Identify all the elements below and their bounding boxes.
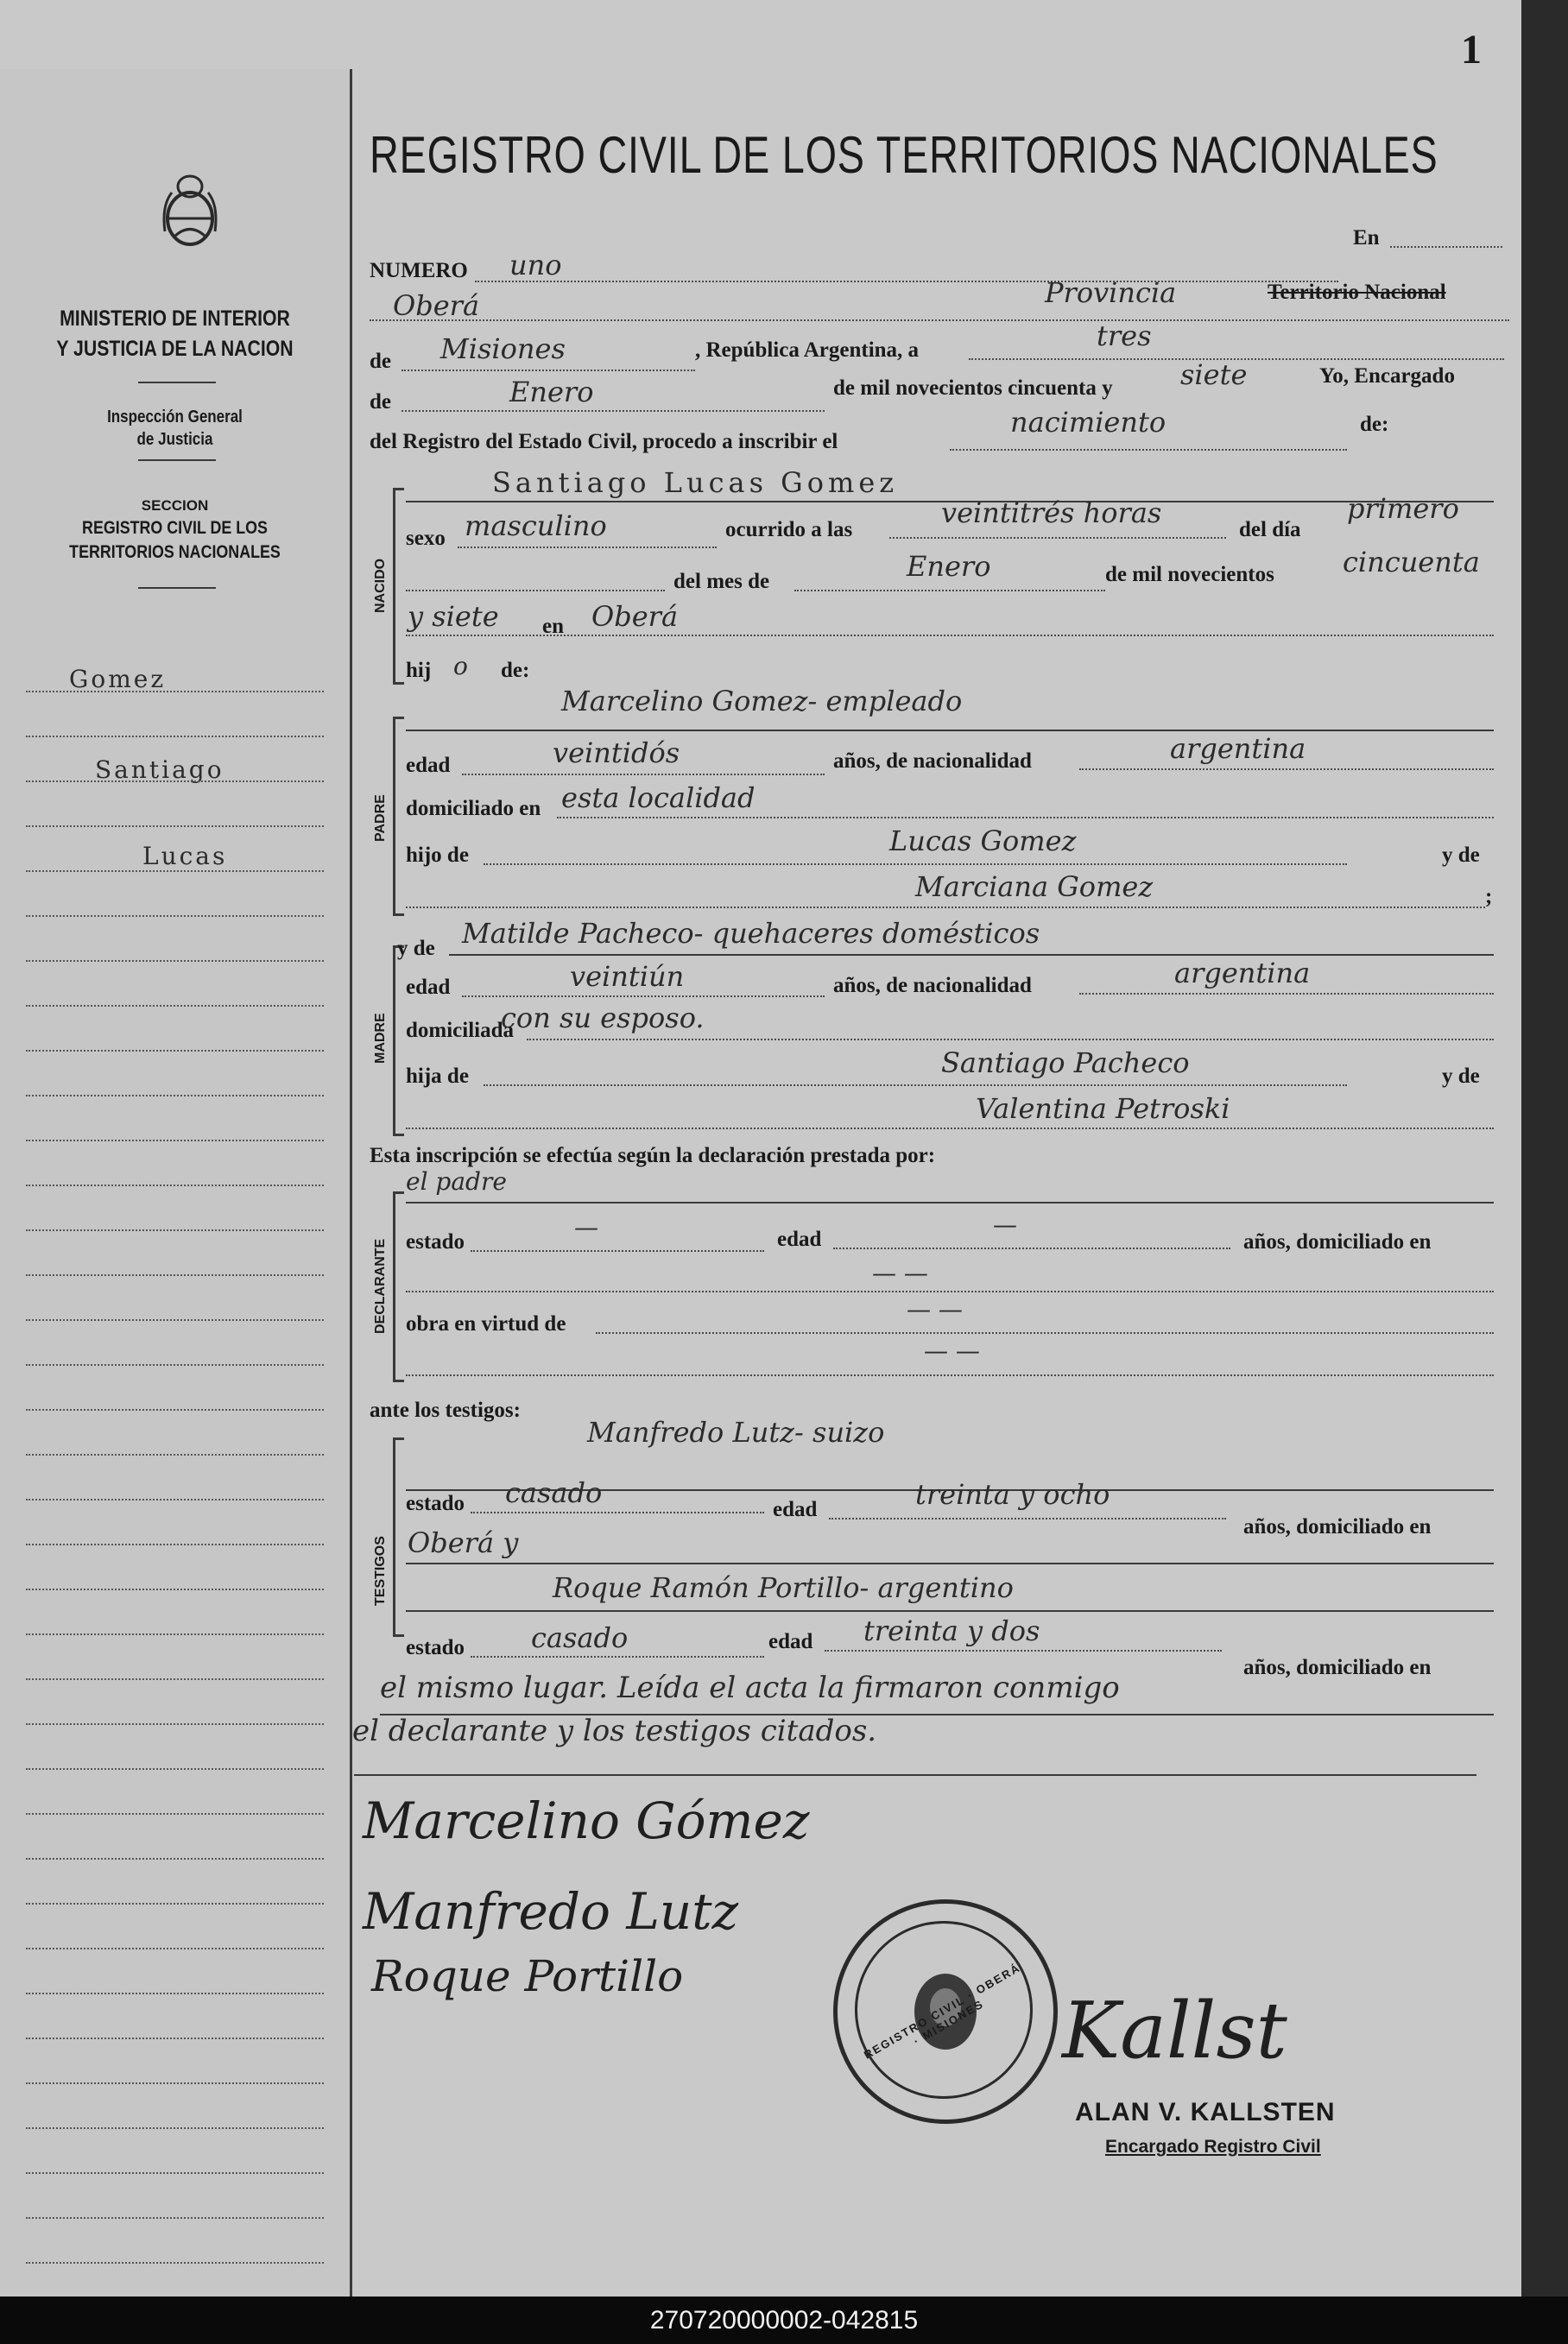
hij-label: hij [406, 659, 432, 682]
padre-semicolon: ; [1485, 885, 1493, 908]
mil-label: de mil novecientos [1105, 563, 1274, 586]
acto-value: nacimiento [1010, 406, 1167, 439]
margin-ruled-line [26, 780, 324, 782]
fill-line [889, 537, 1226, 539]
madre-side-label: MADRE [373, 1013, 388, 1064]
padre-y-de: y de [1442, 843, 1480, 867]
year-label: de mil novecientos cincuenta y [833, 376, 1113, 400]
madre-yde-label: y de [397, 937, 435, 960]
margin-ruled-line [26, 1409, 324, 1411]
fill-line [527, 1039, 1494, 1040]
ministry-line1: MINISTERIO DE INTERIOR [60, 306, 290, 331]
fill-line [794, 590, 1105, 591]
document-title: REGISTRO CIVIL DE LOS TERRITORIOS NACIONALES [370, 126, 1438, 184]
signature-declarante: Marcelino Gómez [363, 1791, 810, 1850]
testigo1-name: Manfredo Lutz- suizo [587, 1416, 885, 1449]
declarante-bracket [393, 1191, 404, 1382]
padre-nac-value: argentina [1170, 732, 1306, 765]
signature-testigo-2: Roque Portillo [371, 1951, 684, 2001]
de-label-nacido: de: [501, 659, 530, 682]
t1-anos-dom-label: años, domiciliado en [1243, 1515, 1432, 1538]
decl-obra-value: — — [907, 1295, 963, 1324]
fill-line [471, 1656, 764, 1658]
madre-parent1: Santiago Pacheco [941, 1046, 1190, 1079]
de-label-2: de [370, 390, 391, 414]
margin-ruled-line [26, 1050, 324, 1052]
t2-estado-label: estado [406, 1636, 465, 1659]
padre-nac-label: años, de nacionalidad [833, 749, 1032, 773]
margin-ruled-line [26, 2127, 324, 2129]
hij-value: o [453, 652, 468, 680]
madre-nac-value: argentina [1174, 957, 1311, 989]
madre-parent2: Valentina Petroski [976, 1092, 1230, 1125]
fill-line [462, 774, 825, 775]
fill-line [471, 1512, 764, 1513]
margin-ruled-line [26, 1140, 324, 1141]
ministry-line2: Y JUSTICIA DE LA NACION [56, 337, 294, 361]
sexo-value: masculino [465, 509, 607, 542]
place-value: Oberá [393, 289, 480, 322]
margin-ruled-line [26, 915, 324, 917]
padre-dom-label: domiciliado en [406, 797, 541, 820]
margin-ruled-line [26, 1723, 324, 1725]
margin-ruled-line [26, 1499, 324, 1501]
fill-line [1079, 993, 1494, 995]
margin-ruled-line [26, 1589, 324, 1590]
padre-hijo-label: hijo de [406, 843, 469, 867]
inspeccion-line1: Inspección General [107, 408, 243, 426]
fill-line [475, 281, 1338, 282]
margin-ruled-line [26, 1768, 324, 1770]
margin-ruled-line [26, 2262, 324, 2264]
fill-line [484, 863, 1347, 865]
fill-line [406, 635, 1494, 636]
margin-ruled-line [26, 1813, 324, 1815]
margin-middle-name: Lucas [142, 842, 228, 870]
fill-line [1390, 246, 1502, 248]
left-margin [0, 69, 352, 2297]
fill-line [406, 1563, 1494, 1564]
testigo2-name: Roque Ramón Portillo- argentino [553, 1571, 1014, 1604]
margin-ruled-line [26, 2217, 324, 2219]
margin-ruled-line [26, 1903, 324, 1905]
page-number: 1 [1461, 27, 1482, 73]
registry-form [354, 0, 1521, 2297]
padre-parent1: Lucas Gomez [889, 825, 1077, 857]
month-value: Enero [509, 376, 594, 408]
divider [138, 587, 216, 589]
madre-name: Matilde Pacheco- quehaceres domésticos [462, 917, 1040, 950]
margin-surname: Gomez [69, 665, 167, 693]
madre-dom-value: con su esposo. [501, 1001, 705, 1034]
dia-value: primero [1347, 492, 1459, 525]
fill-line [825, 1650, 1222, 1652]
margin-ruled-line [26, 736, 324, 737]
margin-ruled-line [26, 1274, 324, 1276]
seal-text: REGISTRO CIVIL · OBERÁ · MISIONES [861, 1961, 1023, 2062]
official-title: Encargado Registro Civil [1105, 2137, 1321, 2157]
margin-ruled-line [26, 1229, 324, 1231]
madre-nac-label: años, de nacionalidad [833, 974, 1032, 997]
padre-bracket [393, 717, 404, 916]
fill-line [406, 907, 1485, 908]
margin-ruled-line [26, 1633, 324, 1635]
mes-label: del mes de [673, 570, 770, 593]
decl-dash-1: — — [872, 1259, 928, 1287]
decl-estado-value: — [574, 1213, 598, 1241]
fill-line [354, 1774, 1476, 1776]
fill-line [833, 1248, 1230, 1249]
decl-edad-label: edad [777, 1228, 822, 1251]
margin-ruled-line [26, 1858, 324, 1860]
declaracion-intro: Esta inscripción se efectúa según la declaración prestada por: [370, 1144, 936, 1167]
t1-edad-label: edad [773, 1498, 818, 1521]
padre-edad-value: veintidós [553, 736, 680, 769]
decl-estado-label: estado [406, 1230, 465, 1254]
inspeccion-line2: de Justicia [136, 430, 213, 449]
margin-ruled-line [26, 1993, 324, 1994]
testigos-side-label: TESTIGOS [373, 1536, 388, 1606]
provincia-value: Provincia [1045, 276, 1177, 309]
fill-line [462, 995, 825, 997]
t1-estado-value: casado [505, 1476, 603, 1509]
yo-label: Yo, Encargado [1319, 364, 1455, 388]
margin-ruled-line [26, 1678, 324, 1680]
margin-ruled-line [26, 1005, 324, 1007]
numero-label: NUMERO [370, 259, 468, 282]
decl-obra-label: obra en virtud de [406, 1312, 566, 1336]
registro-label: del Registro del Estado Civil, procedo a inscribir el [370, 430, 838, 453]
padre-side-label: PADRE [373, 794, 388, 842]
de-label: de [370, 350, 391, 373]
fill-line [406, 590, 665, 591]
registro-line2: TERRITORIOS NACIONALES [69, 542, 281, 562]
official-name: ALAN V. KALLSTEN [1075, 2098, 1336, 2126]
fill-line [829, 1518, 1226, 1519]
fill-line [406, 1291, 1494, 1292]
padre-dom-value: esta localidad [561, 781, 756, 814]
horas-value: veintitrés horas [941, 496, 1162, 529]
margin-ruled-line [26, 2038, 324, 2039]
fill-line [406, 1374, 1494, 1376]
page-edge [1521, 0, 1568, 2297]
margin-ruled-line [26, 1095, 324, 1096]
en-value: Oberá [591, 600, 679, 633]
fill-line [449, 954, 1494, 956]
margin-ruled-line [26, 1454, 324, 1456]
footer-id: 270720000002-042815 [0, 2297, 1568, 2344]
decl-edad-value: — [993, 1210, 1017, 1239]
declarante-value: el padre [406, 1167, 507, 1196]
padre-edad-label: edad [406, 754, 451, 777]
madre-edad-label: edad [406, 976, 451, 999]
year-value: siete [1180, 358, 1248, 391]
fill-line [950, 449, 1347, 451]
decl-anos-dom-label: años, domiciliado en [1243, 1230, 1432, 1254]
signature-testigo-1: Manfredo Lutz [363, 1882, 739, 1941]
testigos-intro: ante los testigos: [370, 1399, 521, 1422]
madre-hija-label: hija de [406, 1065, 469, 1088]
madre-edad-value: veintiún [570, 960, 685, 993]
madre-dom-label: domiciliada [406, 1019, 515, 1042]
t2-anos-dom-label: años, domiciliado en [1243, 1656, 1432, 1679]
fill-line [401, 410, 825, 412]
nacido-side-label: NACIDO [373, 558, 388, 613]
madre-bracket [393, 945, 404, 1136]
fill-line [370, 319, 1509, 321]
decl-dash-2: — — [924, 1336, 980, 1365]
t2-edad-label: edad [768, 1630, 813, 1653]
t1-dom-value: Oberá y [408, 1526, 519, 1559]
t1-edad-value: treinta y ocho [915, 1478, 1110, 1511]
fill-line [596, 1332, 1494, 1334]
fill-line [406, 1128, 1494, 1129]
fill-line [484, 1084, 1347, 1086]
registro-line1: REGISTRO CIVIL DE LOS [82, 518, 268, 538]
divider [138, 459, 216, 461]
margin-ruled-line [26, 1319, 324, 1321]
t2-estado-value: casado [531, 1621, 629, 1654]
anio-value-2: y siete [408, 600, 499, 633]
fill-line [401, 370, 695, 371]
divider [138, 382, 216, 383]
margin-ruled-line [26, 691, 324, 692]
margin-ruled-line [26, 2082, 324, 2084]
mes-value: Enero [907, 550, 991, 583]
de-colon: de: [1360, 413, 1389, 436]
official-signature: Kallst [1062, 1986, 1287, 2076]
testigos-bracket [393, 1437, 404, 1637]
fill-line [406, 730, 1494, 731]
territorio-struck: Territorio Nacional [1268, 281, 1446, 304]
declarante-side-label: DECLARANTE [373, 1238, 388, 1334]
margin-ruled-line [26, 2172, 324, 2174]
sexo-label: sexo [406, 527, 446, 550]
coat-of-arms-icon [160, 171, 220, 249]
fill-line [1079, 768, 1494, 770]
en-label-nacido: en [542, 615, 564, 638]
padre-name: Marcelino Gomez- empleado [561, 685, 963, 717]
fill-line [458, 547, 717, 548]
margin-ruled-line [26, 1364, 324, 1366]
fill-line [406, 1610, 1494, 1612]
ocurrido-label: ocurrido a las [725, 518, 853, 541]
dia-label: del día [1239, 518, 1301, 541]
margin-ruled-line [26, 1948, 324, 1949]
republica-label: , República Argentina, a [695, 338, 920, 362]
dept-value: Misiones [440, 332, 566, 365]
margin-ruled-line [26, 825, 324, 827]
margin-ruled-line [26, 870, 324, 872]
t2-dom-cont: el mismo lugar. Leída el acta la firmaron conmigo [380, 1671, 1120, 1705]
nacido-name: Santiago Lucas Gomez [492, 466, 899, 499]
numero-value: uno [509, 249, 562, 281]
madre-y-de: y de [1442, 1065, 1480, 1088]
t2-edad-value: treinta y dos [863, 1614, 1040, 1647]
day-value: tres [1097, 319, 1152, 352]
margin-ruled-line [26, 1185, 324, 1186]
official-seal [833, 1899, 1058, 2124]
fill-line [471, 1250, 764, 1252]
nacido-bracket [393, 488, 404, 685]
closing-text: el declarante y los testigos citados. [352, 1714, 877, 1748]
seccion-label: SECCION [141, 497, 209, 514]
margin-ruled-line [26, 1544, 324, 1545]
padre-parent2: Marciana Gomez [915, 870, 1154, 903]
en-label: En [1353, 226, 1380, 250]
fill-line [406, 1202, 1494, 1204]
anio-value: cincuenta [1343, 546, 1480, 578]
margin-first-name: Santiago [95, 755, 224, 784]
margin-ruled-line [26, 960, 324, 962]
fill-line [557, 817, 1494, 818]
t1-estado-label: estado [406, 1492, 465, 1515]
